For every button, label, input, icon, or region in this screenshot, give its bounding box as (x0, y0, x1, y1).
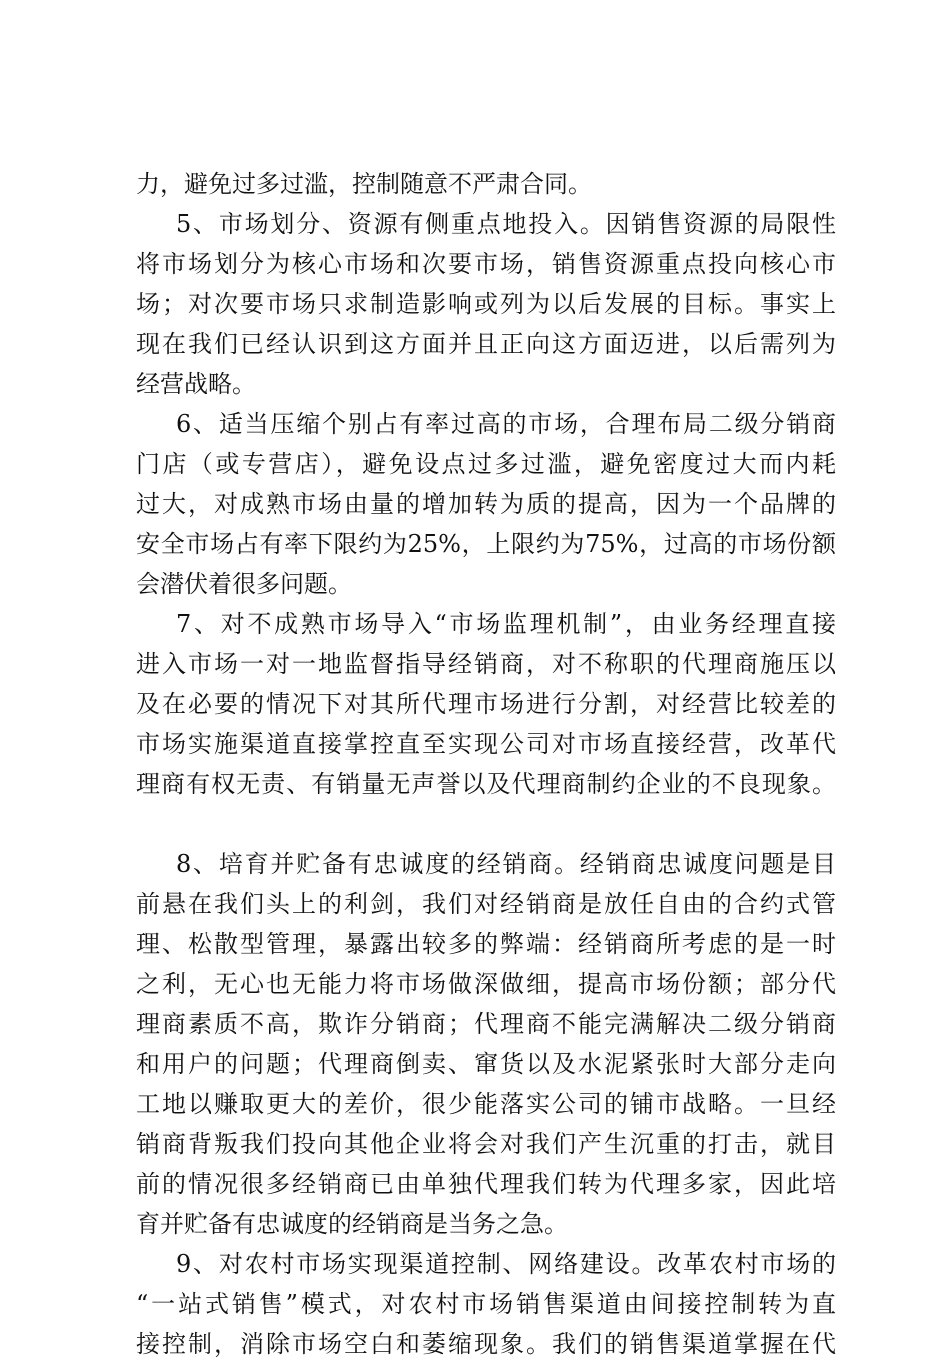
paragraph-line: 接控制，消除市场空白和萎缩现象。我们的销售渠道掌握在代 (136, 1330, 836, 1358)
paragraph-line: 场；对次要市场只求制造影响或列为以后发展的目标。事实上 (136, 290, 836, 318)
paragraph-line: 理商有权无责、有销量无声誉以及代理商制约企业的不良现象。 (136, 770, 836, 798)
paragraph-line: 工地以赚取更大的差价，很少能落实公司的铺市战略。一旦经 (136, 1090, 836, 1118)
paragraph-line: 门店（或专营店），避免设点过多过滥，避免密度过大而内耗 (136, 450, 836, 478)
paragraph-line: 销商背叛我们投向其他企业将会对我们产生沉重的打击，就目 (136, 1130, 836, 1158)
paragraph-line: 安全市场占有率下限约为25%，上限约为75%，过高的市场份额 (136, 530, 836, 558)
paragraph-line: 前悬在我们头上的利剑，我们对经销商是放任自由的合约式管 (136, 890, 836, 918)
paragraph-line: 会潜伏着很多问题。 (136, 570, 352, 598)
paragraph-line: 5、市场划分、资源有侧重点地投入。因销售资源的局限性 (176, 210, 836, 238)
paragraph-line: 过大，对成熟市场由量的增加转为质的提高，因为一个品牌的 (136, 490, 836, 518)
paragraph-line: 育并贮备有忠诚度的经销商是当务之急。 (136, 1210, 568, 1238)
paragraph-line: 之利，无心也无能力将市场做深做细，提高市场份额；部分代 (136, 970, 836, 998)
paragraph-line: 7、对不成熟市场导入“市场监理机制”，由业务经理直接 (176, 610, 836, 638)
paragraph-line: “一站式销售”模式，对农村市场销售渠道由间接控制转为直 (136, 1290, 836, 1318)
paragraph-line: 市场实施渠道直接掌控直至实现公司对市场直接经营，改革代 (136, 730, 836, 758)
paragraph-line: 进入市场一对一地监督指导经销商，对不称职的代理商施压以 (136, 650, 836, 678)
paragraph-line: 理、松散型管理，暴露出较多的弊端：经销商所考虑的是一时 (136, 930, 836, 958)
paragraph-line: 6、适当压缩个别占有率过高的市场，合理布局二级分销商 (176, 410, 836, 438)
paragraph-line: 将市场划分为核心市场和次要市场，销售资源重点投向核心市 (136, 250, 836, 278)
paragraph-line: 前的情况很多经销商已由单独代理我们转为代理多家，因此培 (136, 1170, 836, 1198)
paragraph-line: 和用户的问题；代理商倒卖、窜货以及水泥紧张时大部分走向 (136, 1050, 836, 1078)
paragraph-line: 9、对农村市场实现渠道控制、网络建设。改革农村市场的 (176, 1250, 836, 1278)
paragraph-line: 理商素质不高，欺诈分销商；代理商不能完满解决二级分销商 (136, 1010, 836, 1038)
paragraph-line: 经营战略。 (136, 370, 256, 398)
paragraph-line: 力，避免过多过滥，控制随意不严肃合同。 (136, 170, 592, 198)
paragraph-line: 现在我们已经认识到这方面并且正向这方面迈进，以后需列为 (136, 330, 836, 358)
paragraph-line: 8、培育并贮备有忠诚度的经销商。经销商忠诚度问题是目 (176, 850, 836, 878)
paragraph-line: 及在必要的情况下对其所代理市场进行分割，对经营比较差的 (136, 690, 836, 718)
